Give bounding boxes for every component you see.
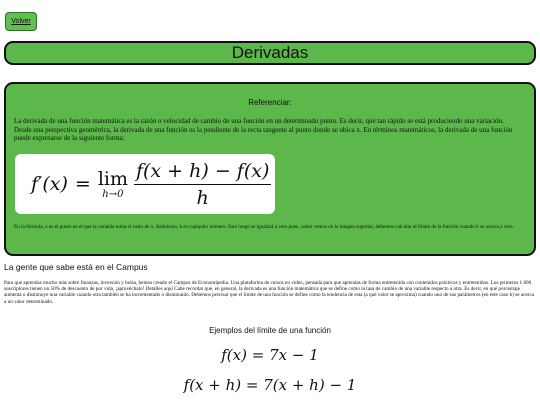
formula-lim-word: lim [97,167,128,190]
campus-heading: La gente que sabe está en el Campus [4,262,148,272]
definition-text: La derivada de una función matemática es la razón o velocidad de cambio de una función en un determinado punto. Es decir, qué tan rápido se está produciendo una variación. Desde una perspectiva geométrica, la derivada de una función es la pendiente de la recta tangente al punto donde se ubica x. En términos matemáticos, la derivada de una función puede expresarse de la siguiente forma: [14,117,513,142]
examples-heading: Ejemplos del límite de una función [209,326,331,335]
page-title: Derivadas [4,41,536,65]
campus-text: Para que aprendas mucho más sobre finanzas, inversión y bolsa, hemos creado el Campus de Economipedia. Una plataforma de cursos en vídeo, pensada para que aprendas de forma entretenida con contenidos prácticos y entretenidos. Los primeros 1.000 suscriptores tienen un 50% de descuento de por vida, ¡aprovéchalo! Detalles aquí Cabe recordar que, en general, la derivada es una función matemática que se define como la tasa de cambio de una variable respecto a otra. Es decir, en qué porcentaje aumenta o disminuye una variable cuando otra también se ha incrementado o disminuido. Debemos precisar que el límite de una función se define como la tendencia de esta (a qué valor se aproxima) cuando uno de sus parámetros (en este caso h) se acerca a un valor determinado. [4,280,535,305]
formula-limit [98,169,128,200]
formula-equals: = [74,173,91,195]
formula-fraction [134,160,271,209]
definition-panel [4,82,536,256]
reference-heading: Referenciar: [248,98,292,107]
formula-numerator: f(x + h) − f(x) [134,160,271,185]
example-equation: f(x + h) = 7(x + h) − 1 [183,376,357,394]
formula-denominator: h [196,186,209,209]
derivative-formula [15,154,275,214]
formula-explanation: En la fórmula, x es el punto en el que la variable toma el valor de x. Asimismo, h es cualquier número. Este luego se igualará a cero pues, como vemos en la imagen superior, debemos calcular el límite de la función cuando h se acerca a cero. [14,224,514,230]
formula-lim-subscript: h→0 [102,188,124,200]
formula-lhs: f′(x) [31,173,68,195]
back-button[interactable]: Volver [5,12,37,31]
example-equation: f(x) = 7x − 1 [221,346,319,364]
